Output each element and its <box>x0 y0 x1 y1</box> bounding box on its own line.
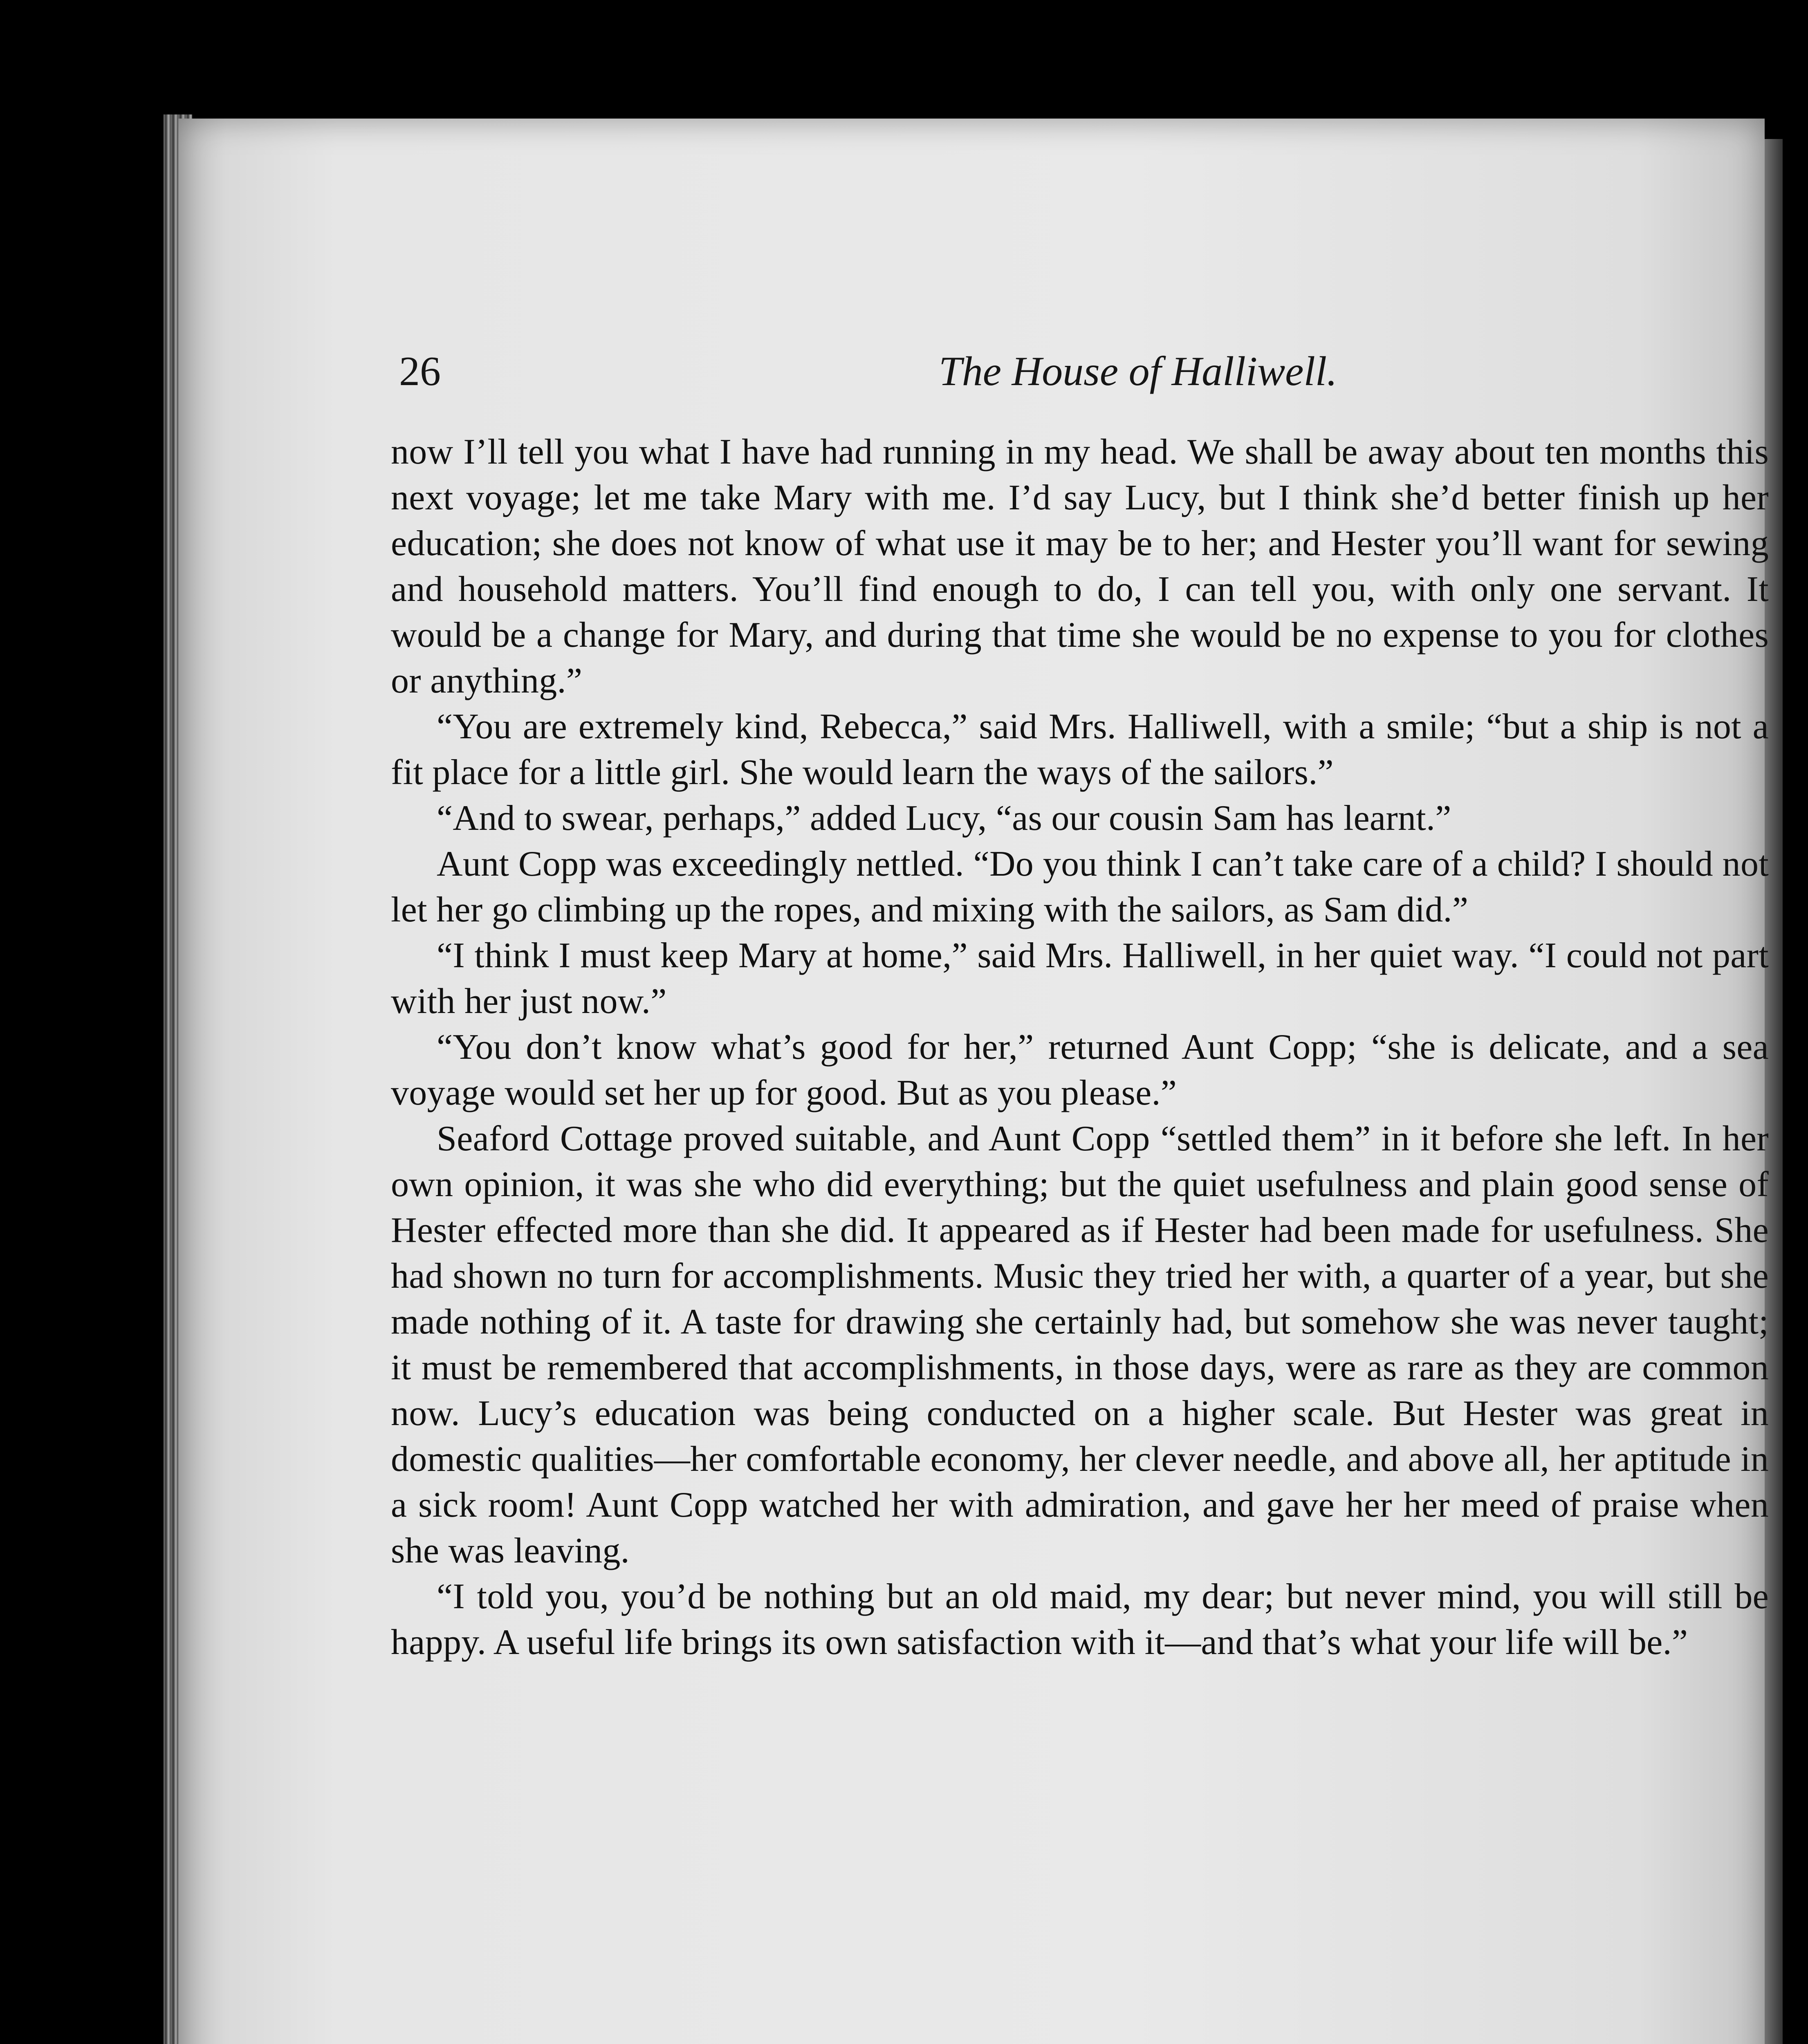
paragraph: “I told you, you’d be nothing but an old maid, my dear; but never mind, you will still be happy. A useful life brings its own satisfaction with it—and that’s what your life will be.” <box>391 1577 1769 1662</box>
page-header <box>178 347 1765 401</box>
paragraph: now I’ll tell you what I have had running in my head. We shall be away about ten months this next voyage; let me take Mary with me. I’d say Lucy, but I think she’d better finish up her education; she does not know of what use it may be to her; and Hester you’ll want for sewing and household matters. You’ll find enough to do, I can tell you, with only one servant. It would be a change for Mary, and during that time she would be no expense to you for clothes or anything.” <box>391 432 1769 701</box>
paragraph: Aunt Copp was exceedingly nettled. “Do you think I can’t take care of a child? I should not let her go climbing up the ropes, and mixing with the sailors, as Sam did.” <box>391 844 1769 930</box>
page-number: 26 <box>399 348 441 394</box>
running-title: The House of Halliwell. <box>939 348 1337 394</box>
paragraph: Seaford Cottage proved suitable, and Aunt Copp “settled them” in it before she left. In her own opinion, it was she who did everything; but the quiet usefulness and plain good sense of Hester effected more than she did. It appeared as if Hester had been made for usefulness. She had shown no turn for accomplishments. Music they tried her with, a quarter of a year, but she made nothing of it. A taste for drawing she certainly had, but somehow she was never taught; it must be remembered that accomplishments, in those days, were as rare as they are common now. Lucy’s education was being conducted on a higher scale. But Hester was great in domestic qualities—her comfortable economy, her clever needle, and above all, her aptitude in a sick room! Aunt Copp watched her with admiration, and gave her her meed of praise when she was leaving. <box>391 1119 1769 1571</box>
paragraph: “And to swear, perhaps,” added Lucy, “as our cousin Sam has learnt.” <box>437 798 1451 838</box>
book-page <box>178 119 1769 2044</box>
body-text <box>391 429 1769 1665</box>
paragraph: “You don’t know what’s good for her,” returned Aunt Copp; “she is delicate, and a sea voyage would set her up for good. But as you please.” <box>391 1027 1769 1113</box>
paragraph: “You are extremely kind, Rebecca,” said Mrs. Halliwell, with a smile; “but a ship is not a fit place for a little girl. She would learn the ways of the sailors.” <box>391 707 1769 792</box>
paragraph: “I think I must keep Mary at home,” said Mrs. Halliwell, in her quiet way. “I could not part with her just now.” <box>391 936 1769 1021</box>
